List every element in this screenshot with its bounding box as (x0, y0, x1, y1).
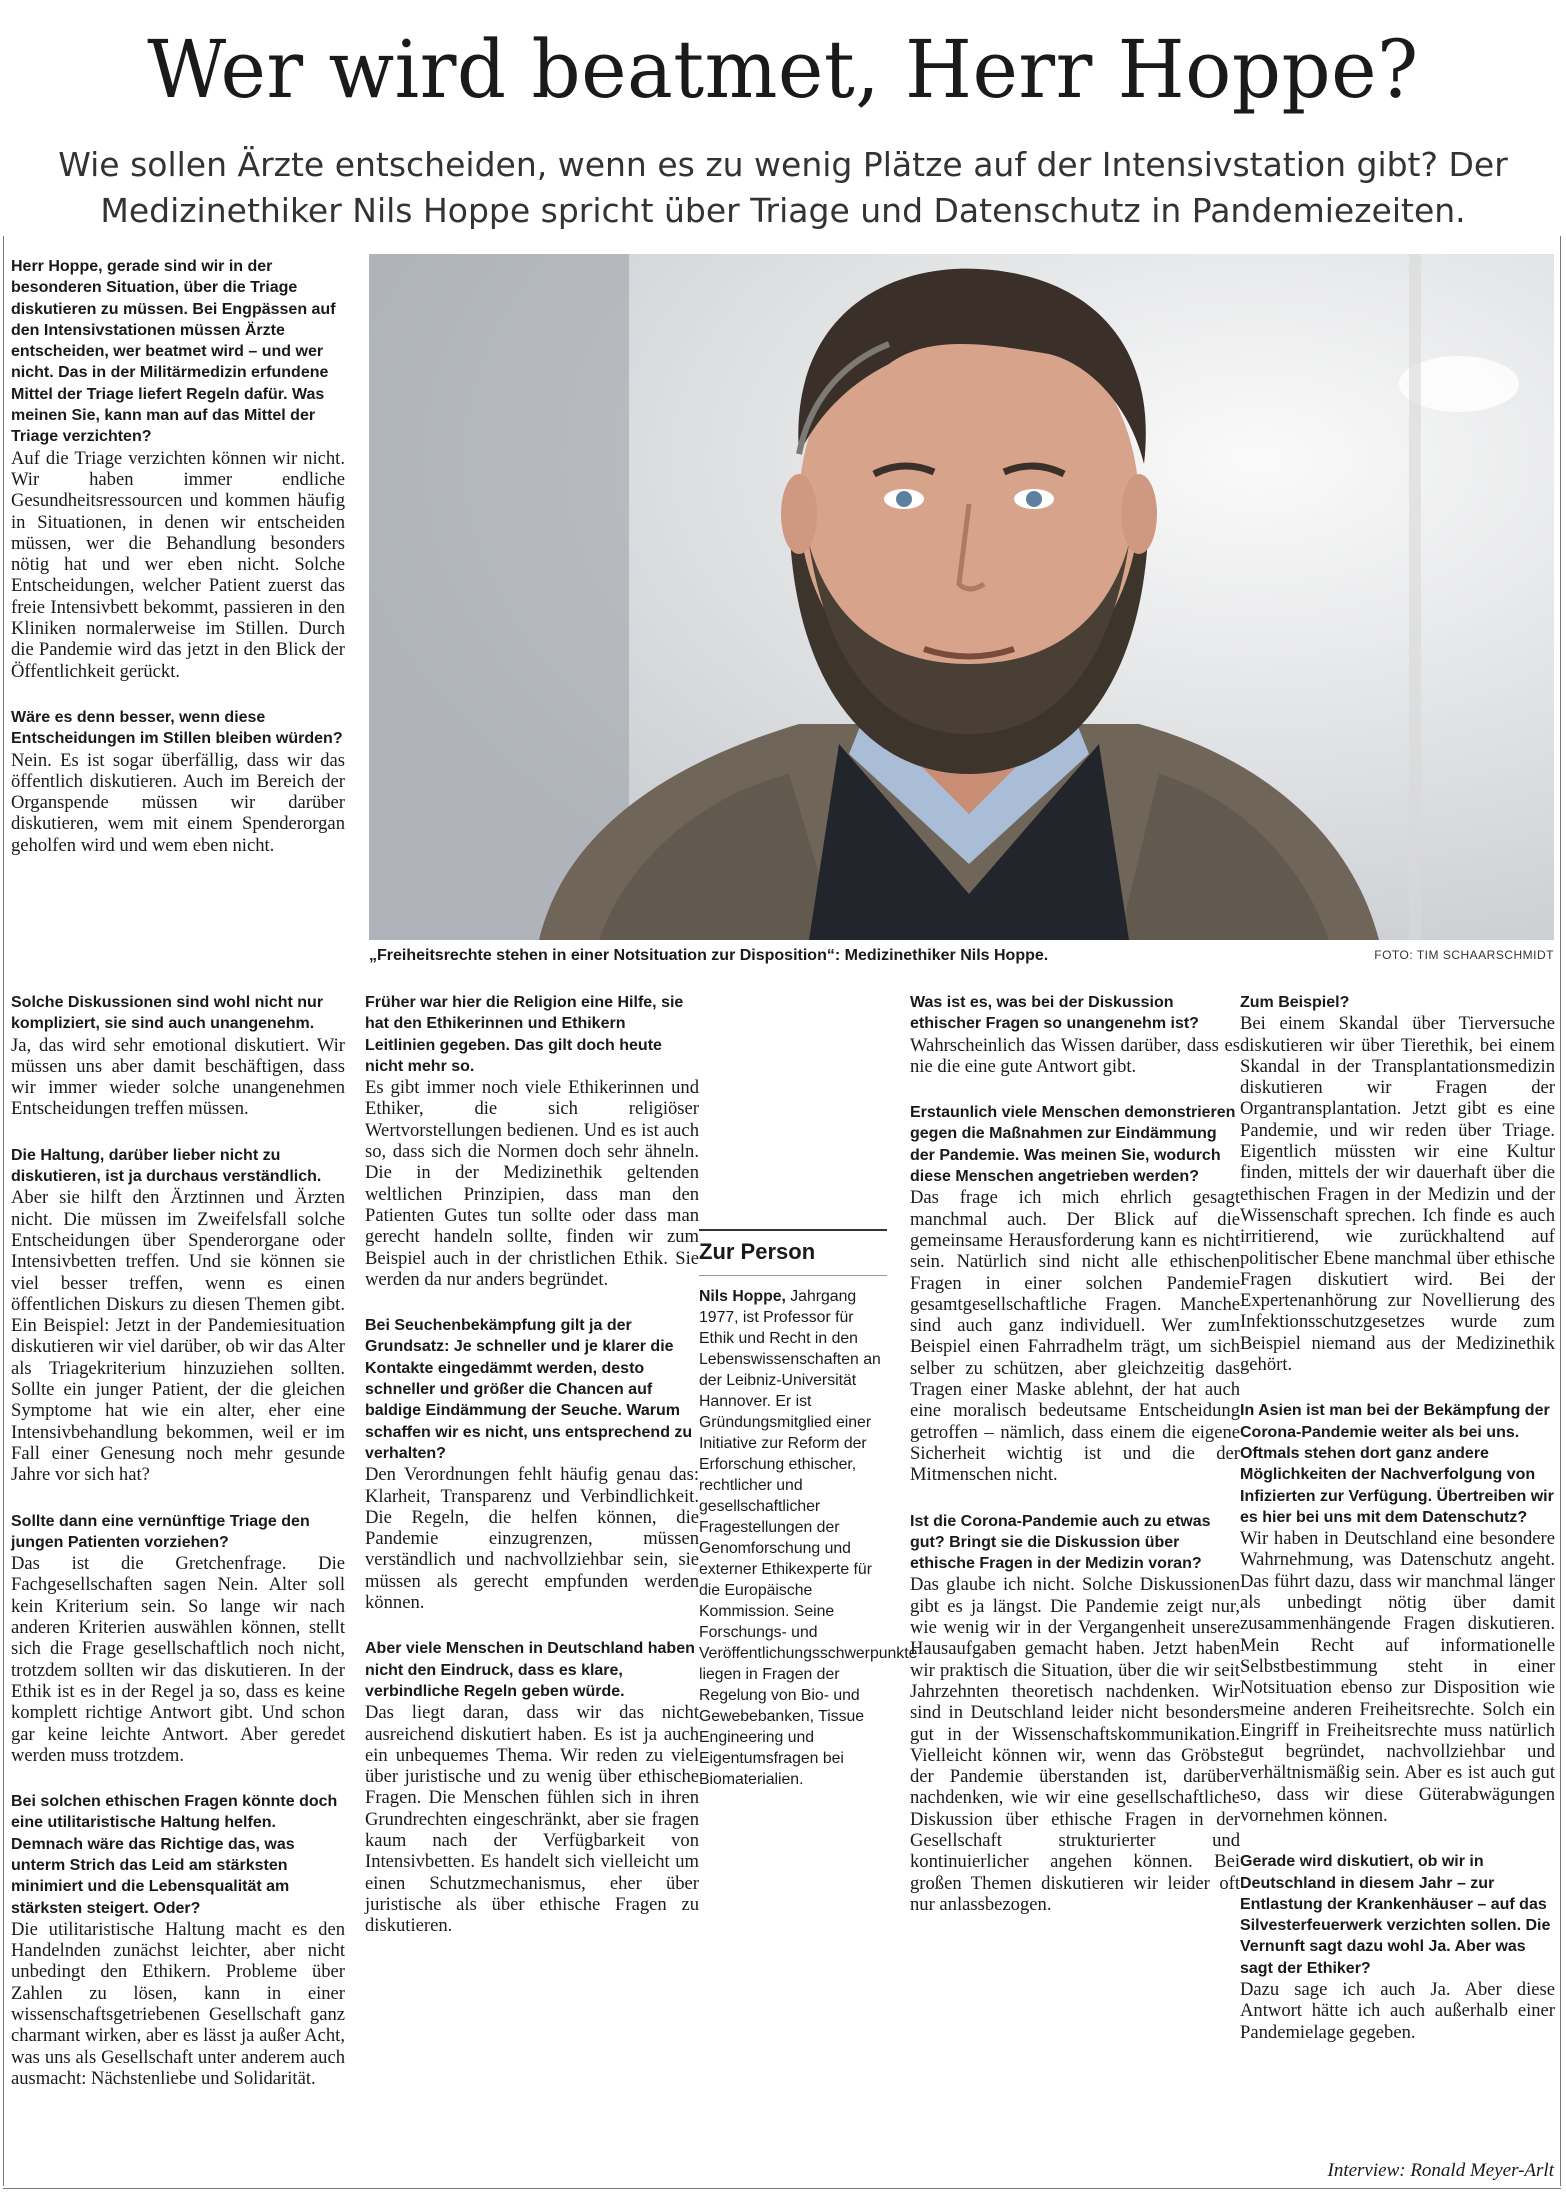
qa-block (11, 256, 345, 682)
answer: Es gibt immer noch viele Ethikerinnen und Ethiker, die sich religiöser Wertvorstellungen bedienen. Und es ist auch so, dass sich die Normen doch sehr ähneln. Die in der Medizinethik geltenden weltlichen Prinzipien, dass man den Patienten Gutes tun sollte oder dass man gerecht handeln sollte, finden wir zum Beispiel auch in der christlichen Ethik. Sie werden da nur anders begründet. (365, 1077, 699, 1290)
interview-credit: Interview: Ronald Meyer-Arlt (1327, 2160, 1554, 2181)
qa-block (11, 1511, 345, 1767)
answer: Das frage ich mich ehrlich gesagt manchmal auch. Der Blick auf die gemeinsame Herausforderung kann es nicht sein. Natürlich sind nicht alle ethischen Fragen in einer solchen Pandemie gesamtgesellschaftliche Fragen. Manche sind auch ganz individuell. Wer zum Beispiel einen Fahrradhelm trägt, um sich selber zu schützen, aber gleichzeitig das Tragen einer Maske ablehnt, der hat auch eine moralisch bedeutsame Entscheidung getroffen – nämlich, dass einem die eigene Sicherheit wichtig ist und die der Mitmenschen nicht. (910, 1187, 1240, 1486)
answer: Wahrscheinlich das Wissen darüber, dass es nie die eine gute Antwort gibt. (910, 1034, 1240, 1077)
answer: Nein. Es ist sogar überfällig, dass wir das öffentlich diskutieren. Auch im Bereich der Organspende müssen wir darüber diskutieren, wem mit einem Spenderorgan geholfen wird und wem eben nicht. (11, 749, 345, 856)
question: Zum Beispiel? (1240, 994, 1350, 1011)
question: Sollte dann eine vernünftige Triage den jungen Patienten vorziehen? (11, 1512, 310, 1551)
question: Aber viele Menschen in Deutschland haben nicht den Eindruck, dass es klare, verbindliche Regeln geben würde. (365, 1640, 695, 1700)
right-border-rule (1560, 236, 1561, 2186)
headline: Wer wird beatmet, Herr Hoppe? (147, 23, 1419, 116)
answer: Die utilitaristische Haltung macht es den Handelnden zunächst leichter, aber nicht unbedingt den Ethikern. Probleme über Zahlen zu lösen, kann in einer wissenschaftsgetriebenen Gesellschaft ganz charmant wirken, aber es lässt ja außer Acht, was uns als Gesellschaft unter anderem auch ausmacht: Nächstenliebe und Solidarität. (11, 1918, 345, 2089)
qa-block (1240, 992, 1555, 1375)
bottom-border-rule (3, 2188, 1561, 2189)
column-2 (365, 992, 699, 1961)
zur-person-text (699, 1286, 918, 1790)
question: Wäre es denn besser, wenn diese Entscheidungen im Stillen bleiben würden? (11, 708, 343, 748)
qa-block (910, 1511, 1240, 1916)
question: Was ist es, was bei der Diskussion ethischer Fragen so unangenehm ist? (910, 994, 1199, 1033)
answer: Das glaube ich nicht. Solche Diskussionen gibt es ja längst. Die Pandemie zeigt nur, wie wenig wir in der Vergangenheit unsere Hausaufgaben gemacht haben. Jetzt haben wir praktisch die Situation, über die wir seit Jahrzehnten theoretisch nachdenken. Wir sind in Deutschland leider nicht besonders gut in der Wissenschaftskommunikation. Vielleicht können wir, wenn das Gröbste der Pandemie überstanden ist, darüber nachdenken, wie wir eine gesellschaftliche Diskussion über ethische Fragen in der Gesellschaft strukturierter und kontinuierlicher angehen können. Bei großen Themen diskutieren wir leider oft nur anlassbezogen. (910, 1574, 1240, 1915)
answer: Wir haben in Deutschland eine besondere Wahrnehmung, was Datenschutz angeht. Das führt dazu, dass wir manchmal länger als unbedingt nötig über damit zusammenhängende Fragen diskutieren. Mein Recht auf informationelle Selbstbestimmung steht in einer Notsituation ebenso zur Disposition wie meine anderen Freiheitsrechte. Solch ein Eingriff in Freiheitsrechte muss natürlich gut begründet, nachvollziehbar und verhältnismäßig sein. Aber es ist auch gut so, dass wir diese Güterabwägungen vornehmen können. (1240, 1528, 1555, 1826)
photo-caption: „Freiheitsrechte stehen in einer Notsituation zur Disposition“: Medizinethiker Nils Hoppe. (369, 947, 1049, 964)
column-1-bottom (11, 992, 345, 2114)
qa-block (11, 992, 345, 1120)
question: Die Haltung, darüber lieber nicht zu diskutieren, ist ja durchaus verständlich. (11, 1146, 322, 1186)
column-4 (910, 992, 1240, 1940)
portrait-illustration (369, 254, 1554, 940)
qa-block (11, 707, 345, 856)
answer: Auf die Triage verzichten können wir nicht. Wir haben immer endliche Gesundheitsressourcen und kommen häufig in Situationen, in denen wir entscheiden müssen, wer die Behandlung besonders nötig hat und wer eben nicht. Solche Entscheidungen, welcher Patient zuerst das freie Intensivbett bekommt, passieren in den Kliniken normalerweise im Stillen. Durch die Pandemie wird das jetzt in den Blick der Öffentlichkeit gerückt. (11, 447, 345, 682)
question: Solche Diskussionen sind wohl nicht nur kompliziert, sie sind auch unangenehm. (11, 994, 324, 1033)
question: Gerade wird diskutiert, ob wir in Deutschland in diesem Jahr – zur Entlastung der Krankenhäuser – auf das Silvesterfeuerwerk verzichten sollen. Die Vernunft sagt dazu wohl Ja. Aber was sagt der Ethiker? (1240, 1853, 1551, 1977)
qa-block (910, 992, 1240, 1077)
question: Bei Seuchenbekämpfung gilt ja der Grundsatz: Je schneller und je klarer die Kontakte eingedämmt werden, desto schneller und größer die Chancen auf baldige Eindämmung der Seuche. Warum schaffen wir es nicht, uns entsprechend zu verhalten? (365, 1317, 693, 1462)
question: Ist die Corona-Pandemie auch zu etwas gut? Bringt sie die Diskussion über ethische Fragen in der Medizin voran? (910, 1512, 1211, 1573)
answer: Ja, das wird sehr emotional diskutiert. Wir müssen uns aber damit beschäftigen, dass wir immer wieder solche unangenehmen Entscheidungen treffen müssen. (11, 1034, 345, 1120)
photo-credit: FOTO: TIM SCHAARSCHMIDT (1374, 948, 1554, 962)
qa-block (1240, 1400, 1555, 1826)
qa-block (11, 1791, 345, 2089)
answer: Dazu sage ich auch Ja. Aber diese Antwort hätte ich auch außerhalb einer Pandemielage gegeben. (1240, 1979, 1555, 2043)
zur-person-title: Zur Person (699, 1229, 887, 1276)
answer: Aber sie hilft den Ärztinnen und Ärzten nicht. Die müssen im Zweifelsfall solche Entscheidungen über Spenderorgane oder Intensivbetten treffen. Und sie können sie viel besser treffen, wenn es einen öffentlichen Diskurs zu diesen Themen gibt. Ein Beispiel: Jetzt in der Pandemiesituation diskutieren wir viel darüber, ob wir das Alter als Triagekriterium hinzuziehen sollten. Sollte ein junger Patient, der die gleichen Symptome hat wie ein alter, eher eine Intensivbehandlung bekommen, weil er im Fall einer Genesung noch mehr gesunde Jahre vor sich hat? (11, 1187, 345, 1486)
left-border-rule (3, 236, 4, 2186)
qa-block (365, 992, 699, 1290)
question: Herr Hoppe, gerade sind wir in der besonderen Situation, über die Triage diskutieren zu müssen. Bei Engpässen auf den Intensivstationen müssen Ärzte entscheiden, wer beatmet wird – und wer nicht. Das in der Militärmedizin erfundene Mittel der Triage liefert Regeln dafür. Was meinen Sie, kann man auf das Mittel der Triage verzichten? (11, 258, 336, 446)
qa-block (1240, 1851, 1555, 2043)
qa-block (910, 1102, 1240, 1485)
qa-block (365, 1315, 699, 1613)
answer: Den Verordnungen fehlt häufig genau das: Klarheit, Transparenz und Verbindlichkeit. Die Regeln, die helfen können, die Pandemie einzugrenzen, müssen verständlich und nachvollziehbar sein, sie müssen als gerecht empfunden werden können. (365, 1464, 699, 1614)
column-5 (1240, 992, 1555, 2068)
zur-person-bio: Jahrgang 1977, ist Professor für Ethik und Recht in den Lebenswissenschaften an der Leibniz-Universität Hannover. Er ist Gründungsmitglied einer Initiative zur Reform der Erforschung ethischer, rechtlicher und gesellschaftlicher Fragestellungen der Genomforschung und externer Ethikexperte für die Europäische Kommission. Seine Forschungs- und Veröffentlichungsschwerpunkte liegen in Fragen der Regelung von Bio- und Gewebebanken, Tissue Engineering und Eigentumsfragen bei Biomaterialien. (699, 1288, 918, 1788)
question: Bei solchen ethischen Fragen könnte doch eine utilitaristische Haltung helfen. Demnach wäre das Richtige das, was unterm Strich das Leid am stärksten minimiert und die Lebensqualität am stärksten steigert. Oder? (11, 1793, 338, 1917)
qa-block (11, 1145, 345, 1486)
subtitle: Wie sollen Ärzte entscheiden, wenn es zu wenig Plätze auf der Intensivstation gibt? Der Medizinethiker Nils Hoppe spricht über Triage und Datenschutz in Pandemiezeiten. (58, 145, 1508, 230)
column-1-top (11, 256, 345, 881)
question: In Asien ist man bei der Bekämpfung der Corona-Pandemie weiter als bei uns. Oftmals stehen dort ganz andere Möglichkeiten der Nachverfolgung von Infizierten zur Verfügung. Übertreiben wir es hier bei uns mit dem Datenschutz? (1240, 1402, 1554, 1526)
answer: Das liegt daran, dass wir das nicht ausreichend diskutiert haben. Es ist ja auch ein unbequemes Thema. Wir reden zu viel über juristische und zu wenig über ethische Fragen. Die Menschen fühlen sich in ihren Grundrechten eingeschränkt, aber sie fragen kaum nach der Verfügbarkeit von Intensivbetten. Es handelt sich vielleicht um einen Schutzmechanismus, eher über juristische als über ethische Fragen zu diskutieren. (365, 1702, 699, 1937)
answer: Bei einem Skandal über Tierversuche diskutieren wir über Tierethik, bei einem Skandal in der Transplantationsmedizin diskutieren wir Fragen der Organtransplantation. Jetzt gibt es eine Pandemie, und wir reden über Triage. Eigentlich müssten wir eine Kultur finden, mittels der wir dauerhaft über die ethischen Fragen in der Medizin und der Wissenschaft sprechen. Ich finde es auch irritierend, wie zurückhaltend auf politischer Ebene manchmal über ethische Fragen diskutiert wird. Bei der Expertenanhörung zur Novellierung des Infektionsschutzgesetzes wurde zum Beispiel niemand aus der Medizinethik gehört. (1240, 1013, 1555, 1376)
question: Erstaunlich viele Menschen demonstrieren gegen die Maßnahmen zur Eindämmung der Pandemie. Was meinen Sie, wodurch diese Menschen angetrieben werden? (910, 1104, 1236, 1186)
zur-person-box (699, 1229, 918, 1790)
zur-person-name: Nils Hoppe, (699, 1288, 786, 1305)
answer: Das ist die Gretchenfrage. Die Fachgesellschaften sagen Nein. Alter soll kein Kriterium sein. So lange wir nach anderen Kriterien auswählen können, stellt sich die Frage gesellschaftlich noch nicht, trotzdem sollten wir das diskutieren. In der Ethik ist es in der Regel ja so, dass es keine komplett richtige Antwort gibt. Und schon gar keine leichte Antwort. Aber geredet werden muss trotzdem. (11, 1553, 345, 1766)
portrait-photo (369, 254, 1554, 940)
qa-block (365, 1638, 699, 1936)
question: Früher war hier die Religion eine Hilfe, sie hat den Ethikerinnen und Ethikern Leitlinien gegeben. Das gilt doch heute nicht mehr so. (365, 994, 684, 1075)
